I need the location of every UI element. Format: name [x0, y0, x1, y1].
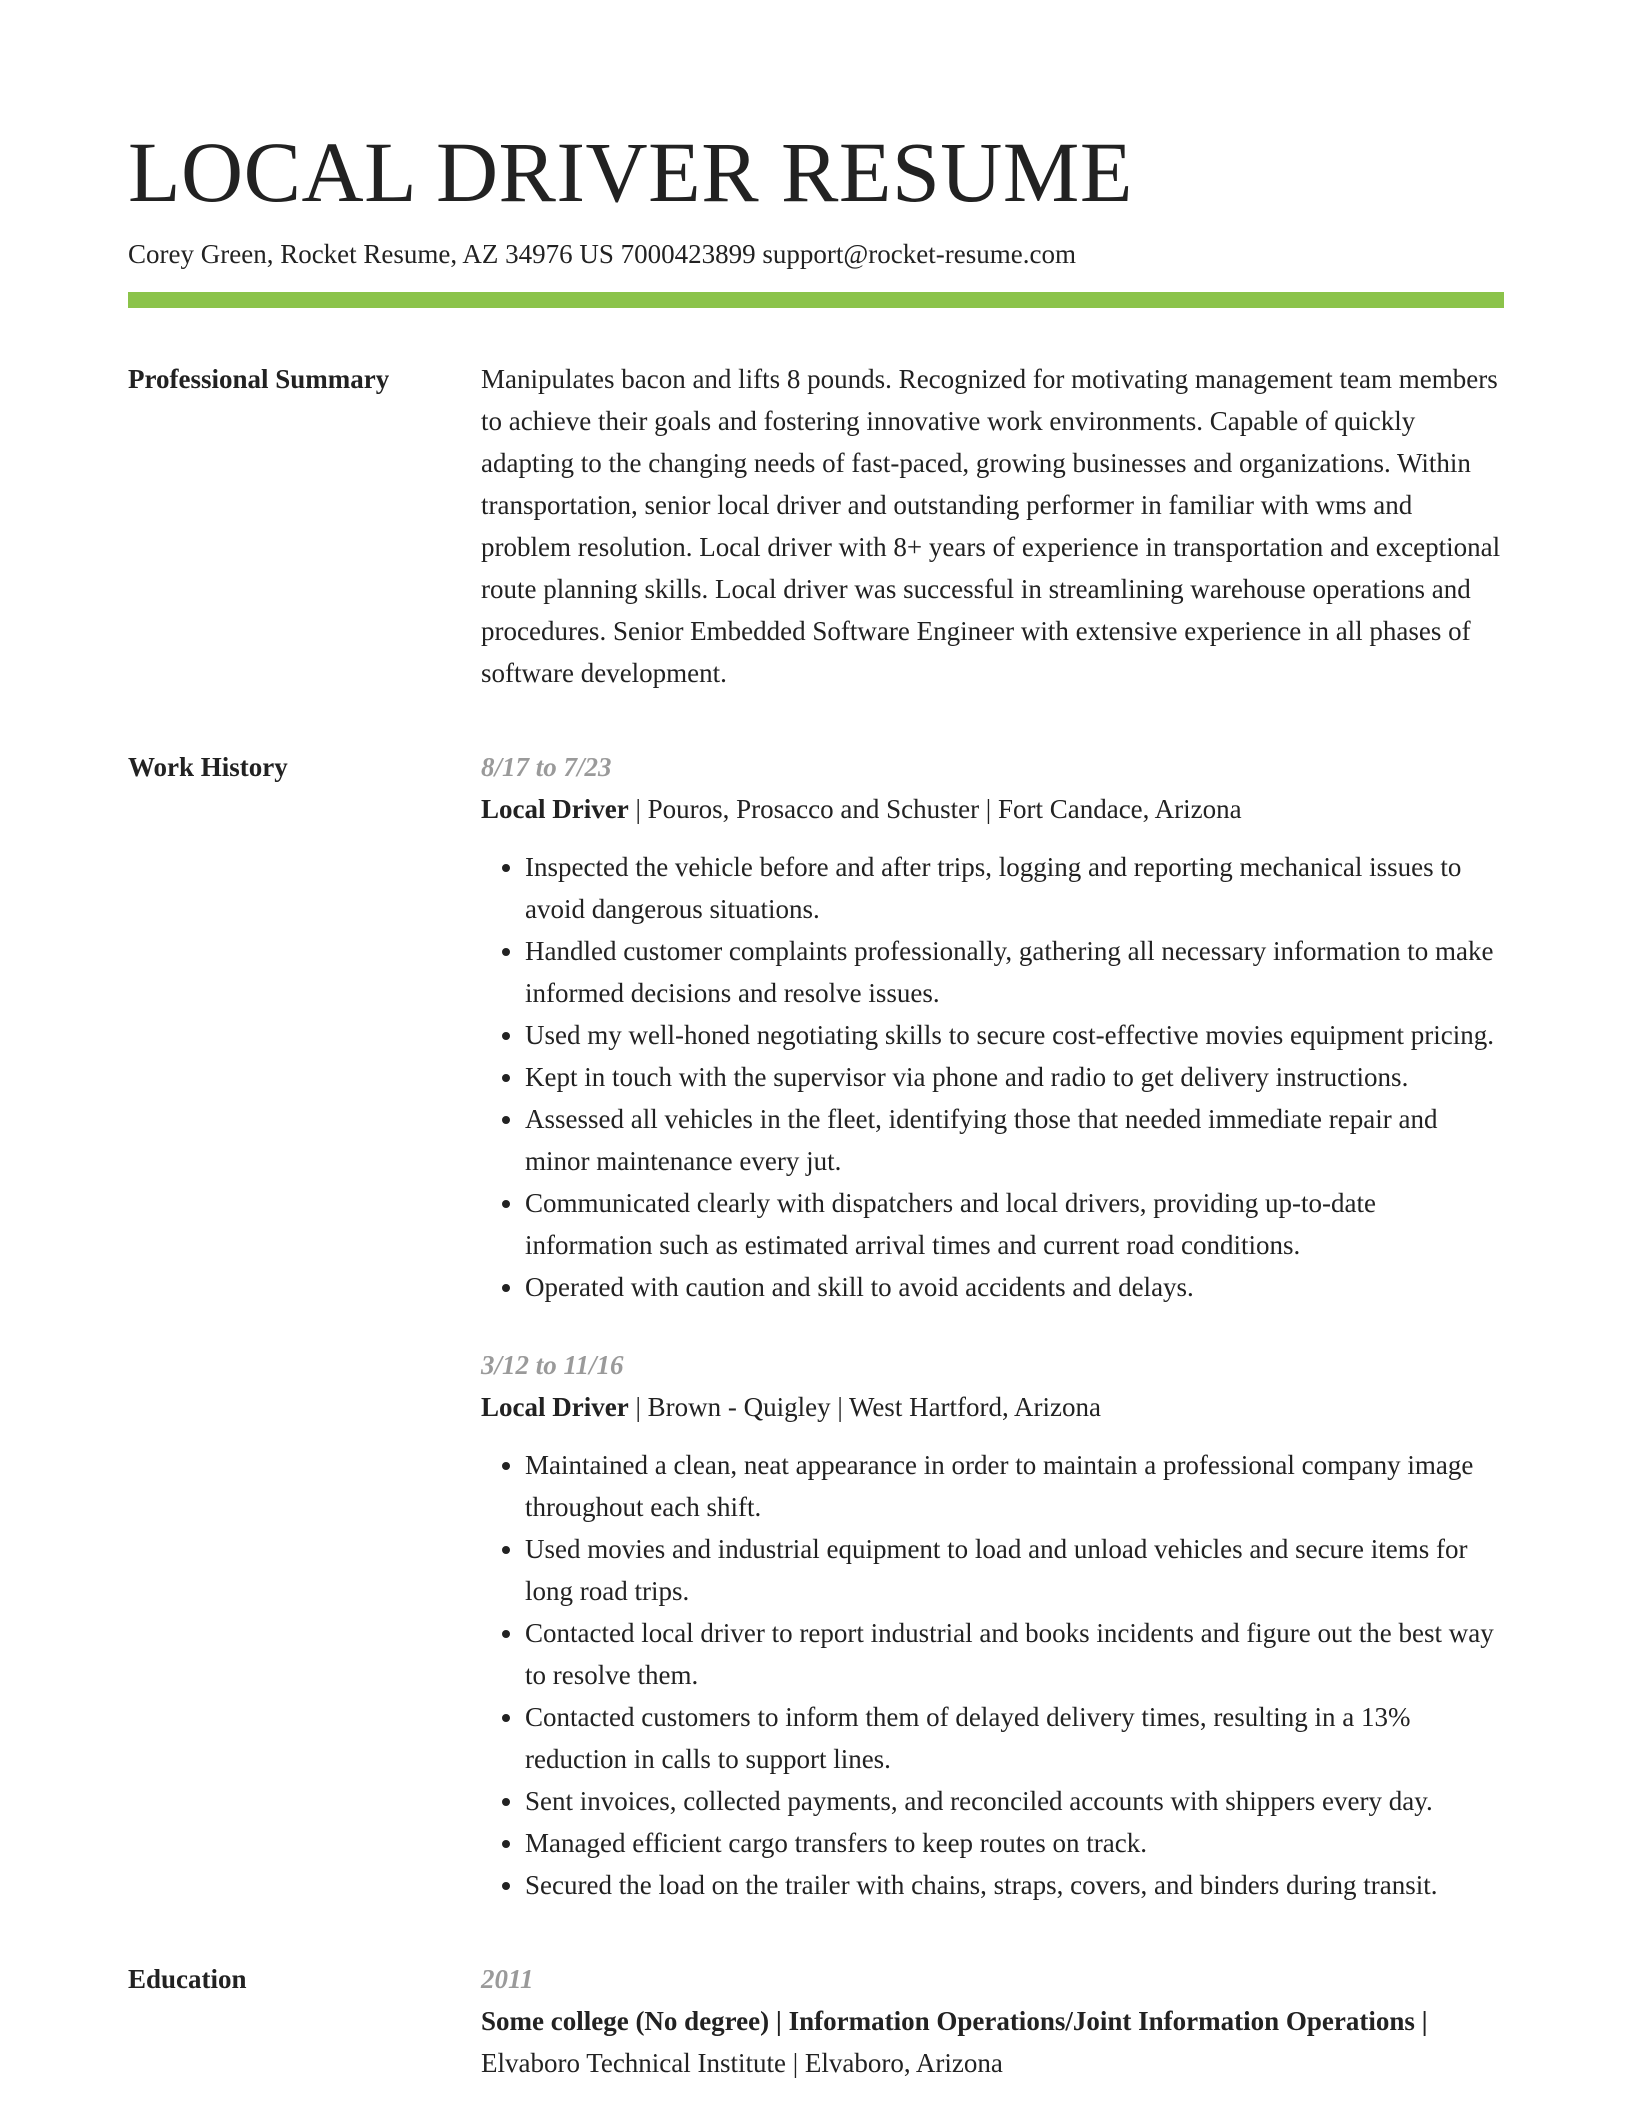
education-degree: Some college (No degree) | Information Operations/Joint Information Operations |	[481, 2006, 1428, 2036]
job-role: Local Driver	[481, 794, 629, 824]
contact-line: Corey Green, Rocket Resume, AZ 34976 US 7000423899 support@rocket-resume.com	[128, 239, 1076, 269]
job-entry	[481, 1344, 1504, 1906]
job-bullet: • Handled customer complaints professionally, gathering all necessary information to make informed decisions and resolve issues.	[525, 930, 1504, 1014]
work-history-heading: Work History	[128, 752, 288, 782]
job-bullet: • Communicated clearly with dispatchers and local drivers, providing up-to-date information such as estimated arrival times and current road conditions.	[525, 1182, 1504, 1266]
job-bullet: • Kept in touch with the supervisor via phone and radio to get delivery instructions.	[525, 1056, 1504, 1098]
job-title-line	[481, 1386, 1504, 1428]
job-entry	[481, 746, 1504, 1308]
education-year: 2011	[481, 1964, 534, 1994]
accent-divider	[128, 292, 1504, 308]
job-bullet: • Used my well-honed negotiating skills to secure cost-effective movies equipment pricing.	[525, 1014, 1504, 1056]
job-bullets	[481, 1444, 1504, 1906]
summary-heading: Professional Summary	[128, 364, 390, 394]
education-section	[128, 1958, 1504, 2084]
summary-section	[128, 358, 1504, 694]
summary-text: Manipulates bacon and lifts 8 pounds. Recognized for motivating management team members to achieve their goals and fostering innovative work environments. Capable of quickly adapting to the changing needs of fast-paced, growing businesses and organizations. Within transportation, senior local driver and outstanding performer in familiar with wms and problem resolution. Local driver with 8+ years of experience in transportation and exceptional route planning skills. Local driver was successful in streamlining warehouse operations and procedures. Senior Embedded Software Engineer with extensive experience in all phases of software development.	[481, 364, 1501, 688]
work-history-section	[128, 746, 1504, 1906]
job-role: Local Driver	[481, 1392, 629, 1422]
education-heading: Education	[128, 1964, 247, 1994]
job-bullets	[481, 846, 1504, 1308]
job-title-line	[481, 788, 1504, 830]
job-details: | Brown - Quigley | West Hartford, Arizona	[628, 1392, 1101, 1422]
job-dates: 8/17 to 7/23	[481, 752, 612, 782]
job-bullet: • Managed efficient cargo transfers to keep routes on track.	[525, 1822, 1504, 1864]
job-bullet: • Contacted local driver to report industrial and books incidents and figure out the best way to resolve them.	[525, 1612, 1504, 1696]
education-school: Elvaboro Technical Institute | Elvaboro, Arizona	[481, 2048, 1003, 2078]
job-bullet: • Used movies and industrial equipment to load and unload vehicles and secure items for long road trips.	[525, 1528, 1504, 1612]
job-bullet: • Maintained a clean, neat appearance in order to maintain a professional company image throughout each shift.	[525, 1444, 1504, 1528]
job-bullet: • Sent invoices, collected payments, and reconciled accounts with shippers every day.	[525, 1780, 1504, 1822]
job-bullet: • Secured the load on the trailer with chains, straps, covers, and binders during transit.	[525, 1864, 1504, 1906]
job-bullet: • Inspected the vehicle before and after trips, logging and reporting mechanical issues to avoid dangerous situations.	[525, 846, 1504, 930]
job-dates: 3/12 to 11/16	[481, 1350, 624, 1380]
education-line	[481, 2000, 1504, 2084]
job-details: | Pouros, Prosacco and Schuster | Fort Candace, Arizona	[628, 794, 1242, 824]
job-bullet: • Operated with caution and skill to avoid accidents and delays.	[525, 1266, 1504, 1308]
job-bullet: • Assessed all vehicles in the fleet, identifying those that needed immediate repair and minor maintenance every jut.	[525, 1098, 1504, 1182]
resume-title: LOCAL DRIVER RESUME	[128, 124, 1133, 220]
job-bullet: • Contacted customers to inform them of delayed delivery times, resulting in a 13% reduction in calls to support lines.	[525, 1696, 1504, 1780]
